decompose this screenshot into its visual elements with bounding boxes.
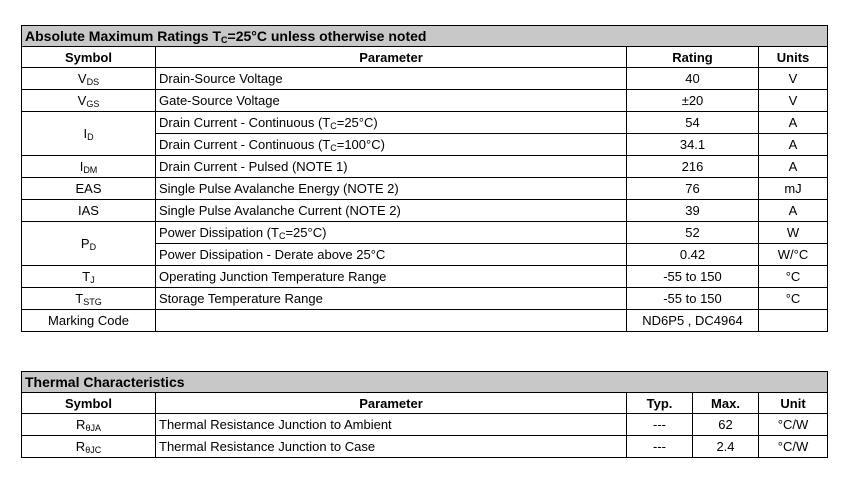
thermal-characteristics-table — [21, 371, 828, 458]
symbol-cell: IAS — [22, 200, 156, 222]
table-row — [22, 200, 828, 222]
symbol-cell: $R_{\theta JC}$ — [22, 436, 156, 458]
amr-title-row — [22, 26, 828, 47]
symbol-cell: Marking Code — [22, 310, 156, 332]
parameter-cell: Storage Temperature Range — [156, 288, 627, 310]
table-row — [22, 414, 828, 436]
parameter-cell: Gate-Source Voltage — [156, 90, 627, 112]
symbol-cell: $V_{GS}$ — [22, 90, 156, 112]
parameter-cell: Thermal Resistance Junction to Ambient — [156, 414, 627, 436]
rating-cell: 40 — [627, 68, 759, 90]
parameter-cell: Single Pulse Avalanche Energy (NOTE 2) — [156, 178, 627, 200]
header-unit: Unit — [759, 393, 828, 414]
typ-cell: --- — [627, 414, 693, 436]
unit-cell: °C — [759, 288, 828, 310]
parameter-cell: Drain Current - Continuous $(T_C=25^\circ C)$ — [156, 112, 627, 134]
parameter-cell: Drain-Source Voltage — [156, 68, 627, 90]
unit-cell: A — [759, 134, 828, 156]
header-parameter: Parameter — [156, 47, 627, 68]
header-max: Max. — [693, 393, 759, 414]
table-row — [22, 112, 828, 134]
unit-cell: °C — [759, 266, 828, 288]
table-row — [22, 68, 828, 90]
rating-cell: 0.42 — [627, 244, 759, 266]
rating-cell: -55 to 150 — [627, 266, 759, 288]
unit-cell — [759, 310, 828, 332]
symbol-cell: $T_J$ — [22, 266, 156, 288]
rating-cell: 54 — [627, 112, 759, 134]
symbol-cell: $V_{DS}$ — [22, 68, 156, 90]
symbol-cell: EAS — [22, 178, 156, 200]
unit-cell: W/°C — [759, 244, 828, 266]
symbol-cell: $P_D$ — [22, 222, 156, 266]
symbol-cell: $I_D$ — [22, 112, 156, 156]
unit-cell: V — [759, 68, 828, 90]
header-symbol: Symbol — [22, 393, 156, 414]
parameter-cell: Drain Current - Pulsed (NOTE 1) — [156, 156, 627, 178]
thermal-title-row — [22, 372, 828, 393]
max-cell: 62 — [693, 414, 759, 436]
unit-cell: V — [759, 90, 828, 112]
header-parameter: Parameter — [156, 393, 627, 414]
table-row — [22, 310, 828, 332]
table-row — [22, 436, 828, 458]
unit-cell: A — [759, 112, 828, 134]
unit-cell: A — [759, 156, 828, 178]
unit-cell: °C/W — [759, 436, 828, 458]
parameter-cell — [156, 310, 627, 332]
table-row — [22, 178, 828, 200]
parameter-cell: Power Dissipation $(T_C=25^\circ C)$ — [156, 222, 627, 244]
parameter-cell: Thermal Resistance Junction to Case — [156, 436, 627, 458]
rating-cell: 39 — [627, 200, 759, 222]
header-typ: Typ. — [627, 393, 693, 414]
parameter-cell: Drain Current - Continuous $(T_C=100^\circ C)$ — [156, 134, 627, 156]
rating-cell: 34.1 — [627, 134, 759, 156]
max-cell: 2.4 — [693, 436, 759, 458]
parameter-cell: Single Pulse Avalanche Current (NOTE 2) — [156, 200, 627, 222]
header-rating: Rating — [627, 47, 759, 68]
thermal-header-row — [22, 393, 828, 414]
unit-cell: °C/W — [759, 414, 828, 436]
rating-cell: 216 — [627, 156, 759, 178]
rating-cell: ±20 — [627, 90, 759, 112]
table-row — [22, 266, 828, 288]
rating-cell: -55 to 150 — [627, 288, 759, 310]
unit-cell: mJ — [759, 178, 828, 200]
header-units: Units — [759, 47, 828, 68]
unit-cell: A — [759, 200, 828, 222]
table-row — [22, 90, 828, 112]
symbol-cell: $I_{DM}$ — [22, 156, 156, 178]
typ-cell: --- — [627, 436, 693, 458]
rating-cell: 76 — [627, 178, 759, 200]
absolute-maximum-ratings-table — [21, 25, 828, 332]
parameter-cell: Operating Junction Temperature Range — [156, 266, 627, 288]
symbol-cell: $T_{STG}$ — [22, 288, 156, 310]
rating-cell: ND6P5 , DC4964 — [627, 310, 759, 332]
header-symbol: Symbol — [22, 47, 156, 68]
table-row — [22, 288, 828, 310]
unit-cell: W — [759, 222, 828, 244]
symbol-cell: $R_{\theta JA}$ — [22, 414, 156, 436]
table-row — [22, 156, 828, 178]
parameter-cell: Power Dissipation - Derate above 25°C — [156, 244, 627, 266]
rating-cell: 52 — [627, 222, 759, 244]
table-row — [22, 222, 828, 244]
amr-title: Absolute Maximum Ratings $T_C=25^\circ C$ unless otherwise noted — [22, 26, 828, 47]
thermal-title: Thermal Characteristics — [22, 372, 828, 393]
amr-header-row — [22, 47, 828, 68]
